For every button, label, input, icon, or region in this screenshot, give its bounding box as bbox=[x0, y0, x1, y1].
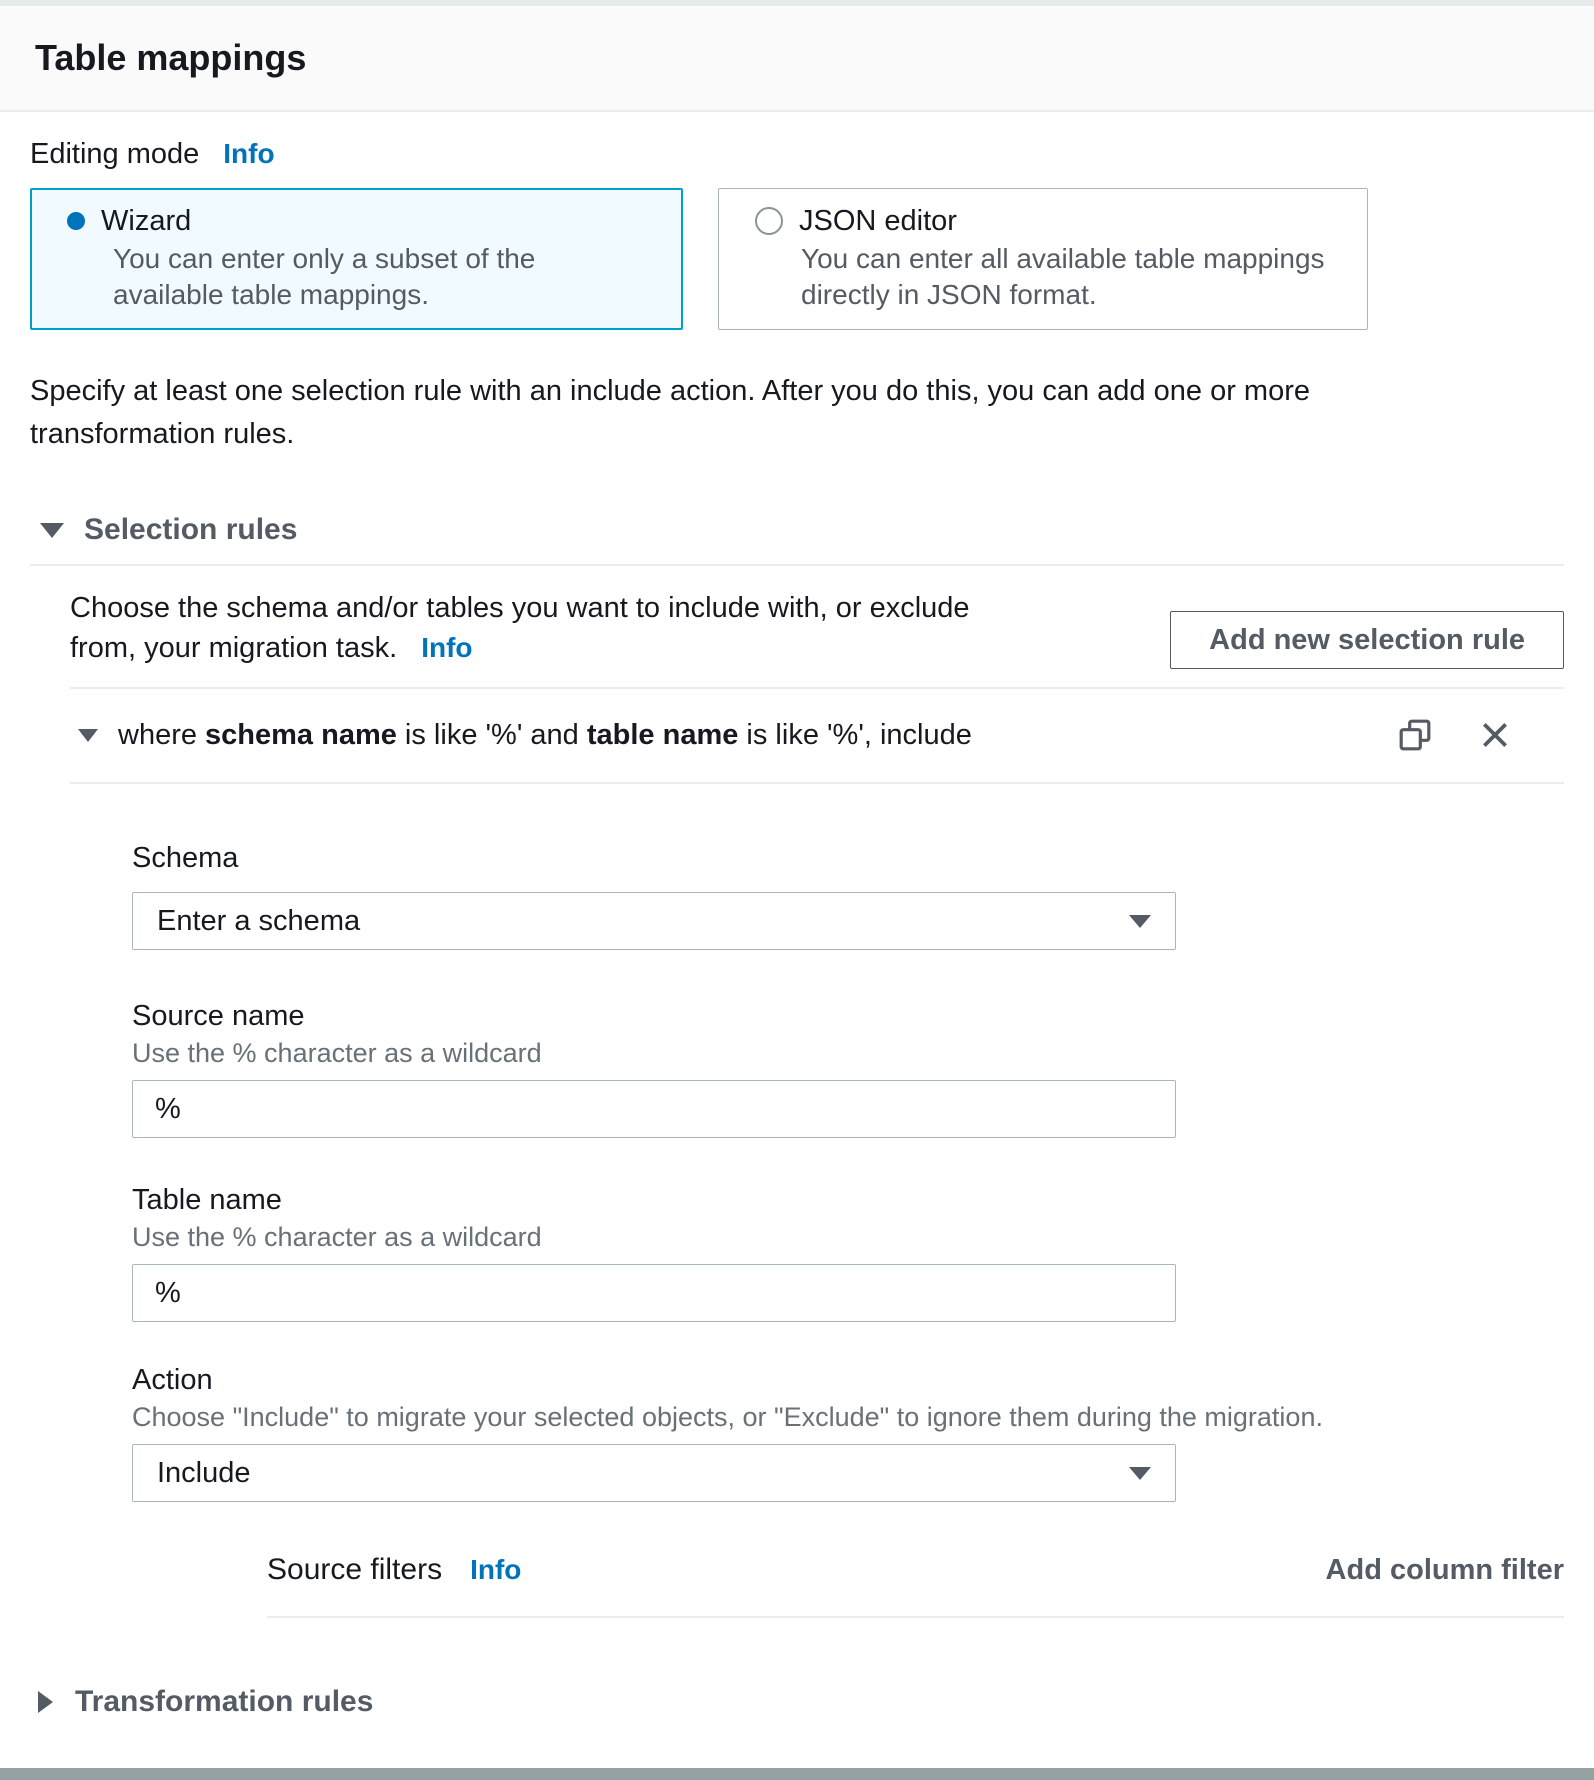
json-editor-option-label: JSON editor bbox=[799, 205, 957, 237]
selection-rules-description bbox=[70, 588, 975, 668]
rule-chevron-down-icon[interactable] bbox=[78, 729, 98, 742]
wizard-radio-row bbox=[67, 203, 652, 239]
intro-text: Specify at least one selection rule with an include action. After you do this, you can add one or more transformation rules. bbox=[30, 375, 1310, 450]
rule-summary-mid: is like '%' and bbox=[396, 719, 587, 751]
transformation-rules-title: Transformation rules bbox=[75, 1685, 374, 1718]
rule-summary-table-name: table name bbox=[586, 719, 739, 751]
source-name-input[interactable] bbox=[132, 1080, 1176, 1138]
editing-mode-options bbox=[30, 188, 1564, 330]
wizard-option-label: Wizard bbox=[101, 205, 192, 237]
editing-mode-label: Editing mode bbox=[30, 138, 200, 170]
page-title: Table mappings bbox=[35, 37, 307, 78]
editing-mode-option-wizard[interactable] bbox=[30, 188, 683, 330]
table-name-input[interactable] bbox=[132, 1264, 1176, 1322]
action-field-group bbox=[132, 1362, 1564, 1502]
selection-rules-header[interactable] bbox=[30, 510, 1564, 550]
source-name-label: Source name bbox=[132, 1000, 305, 1032]
selection-rules-title: Selection rules bbox=[84, 513, 298, 546]
json-editor-option-description: You can enter all available table mappings directly in JSON format. bbox=[801, 243, 1325, 310]
schema-label: Schema bbox=[132, 842, 239, 874]
add-selection-rule-button[interactable]: Add new selection rule bbox=[1170, 611, 1564, 669]
source-filters-info-link[interactable]: Info bbox=[470, 1554, 522, 1585]
selection-rules-description-row bbox=[70, 588, 1564, 669]
rule-summary-suffix: is like '%', include bbox=[738, 719, 972, 751]
source-filters-label: Source filters bbox=[267, 1553, 443, 1586]
table-name-hint: Use the % character as a wildcard bbox=[132, 1222, 542, 1252]
source-filters-row bbox=[267, 1550, 1564, 1590]
selection-rules-body bbox=[30, 588, 1564, 1618]
radio-unselected-icon[interactable] bbox=[755, 207, 783, 235]
action-label: Action bbox=[132, 1364, 213, 1396]
transformation-rules-header[interactable] bbox=[30, 1682, 1564, 1722]
chevron-down-icon bbox=[40, 523, 64, 538]
duplicate-rule-button[interactable] bbox=[1398, 718, 1432, 752]
radio-selected-icon[interactable] bbox=[67, 212, 85, 230]
close-icon bbox=[1478, 718, 1512, 752]
editing-mode-info-link[interactable]: Info bbox=[223, 138, 275, 169]
panel-body bbox=[0, 136, 1594, 1722]
chevron-down-icon bbox=[1129, 1467, 1151, 1480]
remove-rule-button[interactable] bbox=[1478, 718, 1512, 752]
chevron-down-icon bbox=[1129, 915, 1151, 928]
action-select[interactable] bbox=[132, 1444, 1176, 1502]
editing-mode-row bbox=[30, 136, 1564, 172]
table-name-label: Table name bbox=[132, 1184, 282, 1216]
editing-mode-option-json-editor[interactable] bbox=[718, 188, 1368, 330]
bottom-scrollbar[interactable] bbox=[0, 1768, 1594, 1780]
chevron-right-icon bbox=[38, 1691, 53, 1713]
rule-bottom-divider bbox=[70, 782, 1564, 784]
action-select-value: Include bbox=[157, 1456, 251, 1489]
selection-rules-description-text: Choose the schema and/or tables you want to include with, or exclude from, your migration task. bbox=[70, 592, 970, 664]
copy-icon bbox=[1398, 718, 1432, 752]
selection-rule-header bbox=[70, 689, 1564, 782]
source-name-hint: Use the % character as a wildcard bbox=[132, 1038, 542, 1068]
rule-summary-where: where bbox=[118, 719, 206, 751]
source-filters-divider bbox=[267, 1616, 1564, 1618]
section-divider bbox=[30, 564, 1564, 566]
schema-field-group bbox=[132, 840, 1564, 950]
action-hint: Choose "Include" to migrate your selected objects, or "Exclude" to ignore them during the migration. bbox=[132, 1402, 1323, 1432]
selection-rules-info-link[interactable]: Info bbox=[421, 632, 473, 663]
rule-fields bbox=[70, 840, 1564, 1618]
panel-header bbox=[0, 6, 1594, 112]
table-name-field-group bbox=[132, 1182, 1564, 1322]
wizard-option-description: You can enter only a subset of the available table mappings. bbox=[113, 243, 536, 310]
rule-summary-schema-name: schema name bbox=[205, 719, 397, 751]
rule-summary bbox=[118, 715, 972, 755]
rule-actions bbox=[1398, 718, 1564, 752]
source-filters-section bbox=[267, 1550, 1564, 1618]
add-column-filter-button[interactable]: Add column filter bbox=[1325, 1554, 1564, 1586]
schema-select-value: Enter a schema bbox=[157, 904, 361, 937]
source-name-field-group bbox=[132, 998, 1564, 1138]
json-editor-radio-row bbox=[755, 203, 1337, 239]
schema-select[interactable] bbox=[132, 892, 1176, 950]
